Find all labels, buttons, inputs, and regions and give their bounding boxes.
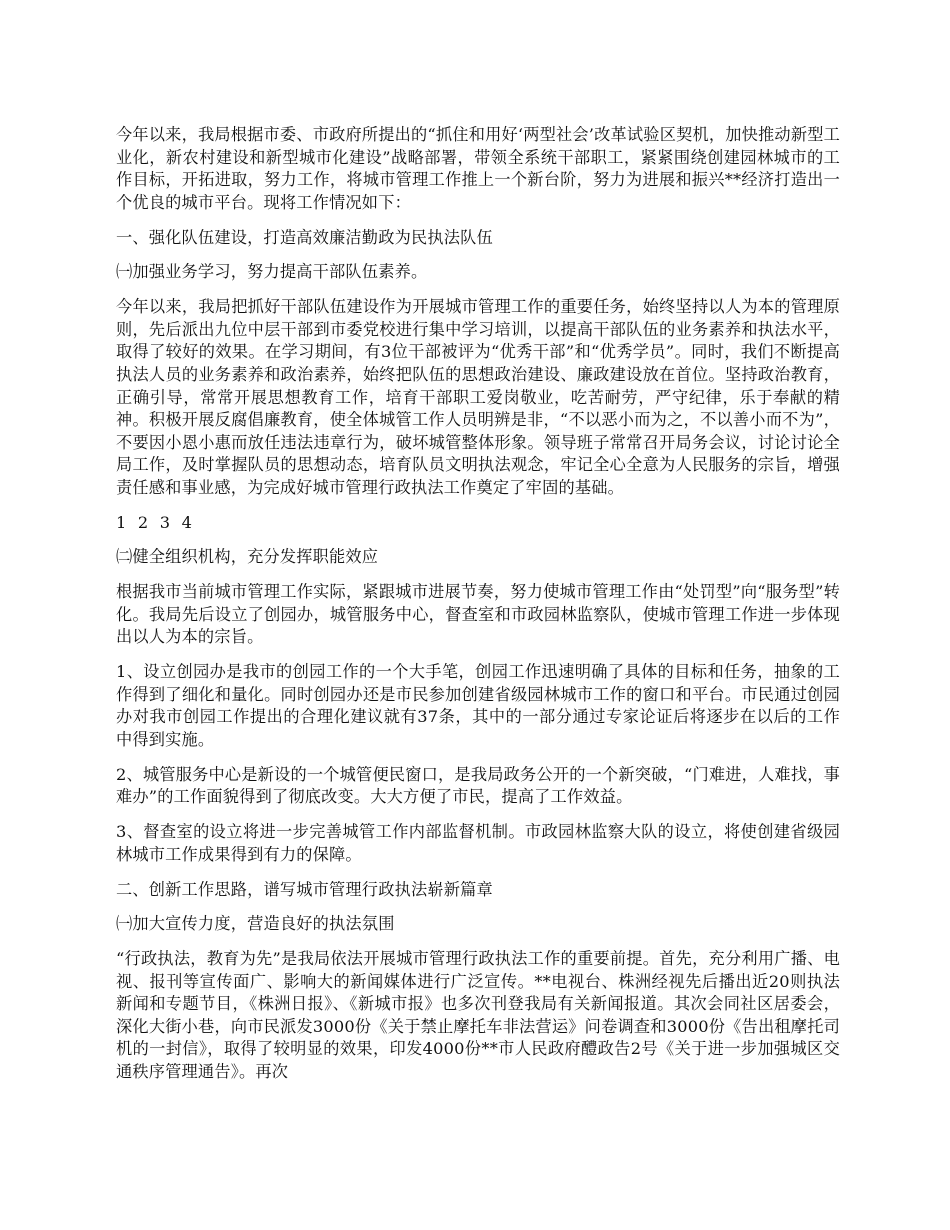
page-number: 2	[137, 512, 149, 532]
list-item-2: 2、城管服务中心是新设的一个城管便民窗口，是我局政务公开的一个新突破，“门难进，人难找，事难办”的工作面貌得到了彻底改变。大大方便了市民，提高了工作效益。	[116, 764, 840, 807]
subsection-heading-1-2: ㈡健全组织机构，充分发挥职能效应	[116, 547, 379, 567]
document-page	[116, 124, 840, 1096]
list-item-3: 3、督查室的设立将进一步完善城管工作内部监督机制。市政园林监察大队的设立，将使创建省级园林城市工作成果得到有力的保障。	[116, 822, 840, 864]
page-number: 4	[181, 512, 193, 532]
page-number-list	[116, 512, 840, 535]
section-heading-2: 二、创新工作思路，谱写城市管理行政执法崭新篇章	[116, 879, 493, 899]
subsection-heading-1-1: ㈠加强业务学习，努力提高干部队伍素养。	[116, 262, 428, 282]
subsection-heading-2-1: ㈠加大宣传力度，营造良好的执法氛围	[116, 914, 395, 934]
list-item-1: 1、设立创园办是我市的创园工作的一个大手笔，创园工作迅速明确了具体的目标和任务，抽象的工作得到了细化和量化。同时创园办还是市民参加创建省级园林城市工作的窗口和平台。市民通过创园办对我市创园工作提出的合理化建议就有37条，其中的一部分通过专家论证后将逐步在以后的工作中得到实施。	[116, 662, 840, 749]
body-paragraph-1: 今年以来，我局把抓好干部队伍建设作为开展城市管理工作的重要任务，始终坚持以人为本的管理原则，先后派出九位中层干部到市委党校进行集中学习培训，以提高干部队伍的业务素养和执法水平，取得了较好的效果。在学习期间，有3位干部被评为“优秀干部”和“优秀学员”。同时，我们不断提高执法人员的业务素养和政治素养，始终把队伍的思想政治建设、廉政建设放在首位。坚持政治教育，正确引导，常常开展思想教育工作，培育干部职工爱岗敬业，吃苦耐劳，严守纪律，乐于奉献的精神。积极开展反腐倡廉教育，使全体城管工作人员明辨是非，“不以恶小而为之，不以善小而不为”，不要因小恩小惠而放任违法违章行为，破坏城管整体形象。领导班子常常召开局务会议，讨论讨论全局工作，及时掌握队员的思想动态，培育队员文明执法观念，牢记全心全意为人民服务的宗旨，增强责任感和事业感，为完成好城市管理行政执法工作奠定了牢固的基础。	[116, 297, 840, 497]
page-number: 1	[116, 512, 127, 532]
body-paragraph-3: “行政执法，教育为先”是我局依法开展城市管理行政执法工作的重要前提。首先，充分利用广播、电视、报刊等宣传面广、影响大的新闻媒体进行广泛宣传。**电视台、株洲经视先后播出近20则执法新闻和专题节目，《株洲日报》、《新城市报》也多次刊登我局有关新闻报道。其次会同社区居委会，深化大街小巷，向市民派发3000份《关于禁止摩托车非法营运》问卷调查和3000份《告出租摩托司机的一封信》，取得了较明显的效果，印发4000份**市人民政府醴政告2号《关于进一步加强城区交通秩序管理通告》。再次	[116, 949, 840, 1082]
section-heading-1: 一、强化队伍建设，打造高效廉洁勤政为民执法队伍	[116, 227, 493, 247]
intro-paragraph: 今年以来，我局根据市委、市政府所提出的“抓住和用好‘两型社会’改革试验区契机，加快推动新型工业化，新农村建设和新型城市化建设”战略部署，带领全系统干部职工，紧紧围绕创建园林城市的工作目标，开拓进取，努力工作，将城市管理工作推上一个新台阶，努力为进展和振兴**经济打造出一个优良的城市平台。现将工作情况如下：	[116, 125, 840, 212]
body-paragraph-2: 根据我市当前城市管理工作实际，紧跟城市进展节奏，努力使城市管理工作由“处罚型”向“服务型”转化。我局先后设立了创园办，城管服务中心，督查室和市政园林监察队，使城市管理工作进一步体现出以人为本的宗旨。	[116, 582, 840, 647]
page-number: 3	[159, 512, 171, 532]
